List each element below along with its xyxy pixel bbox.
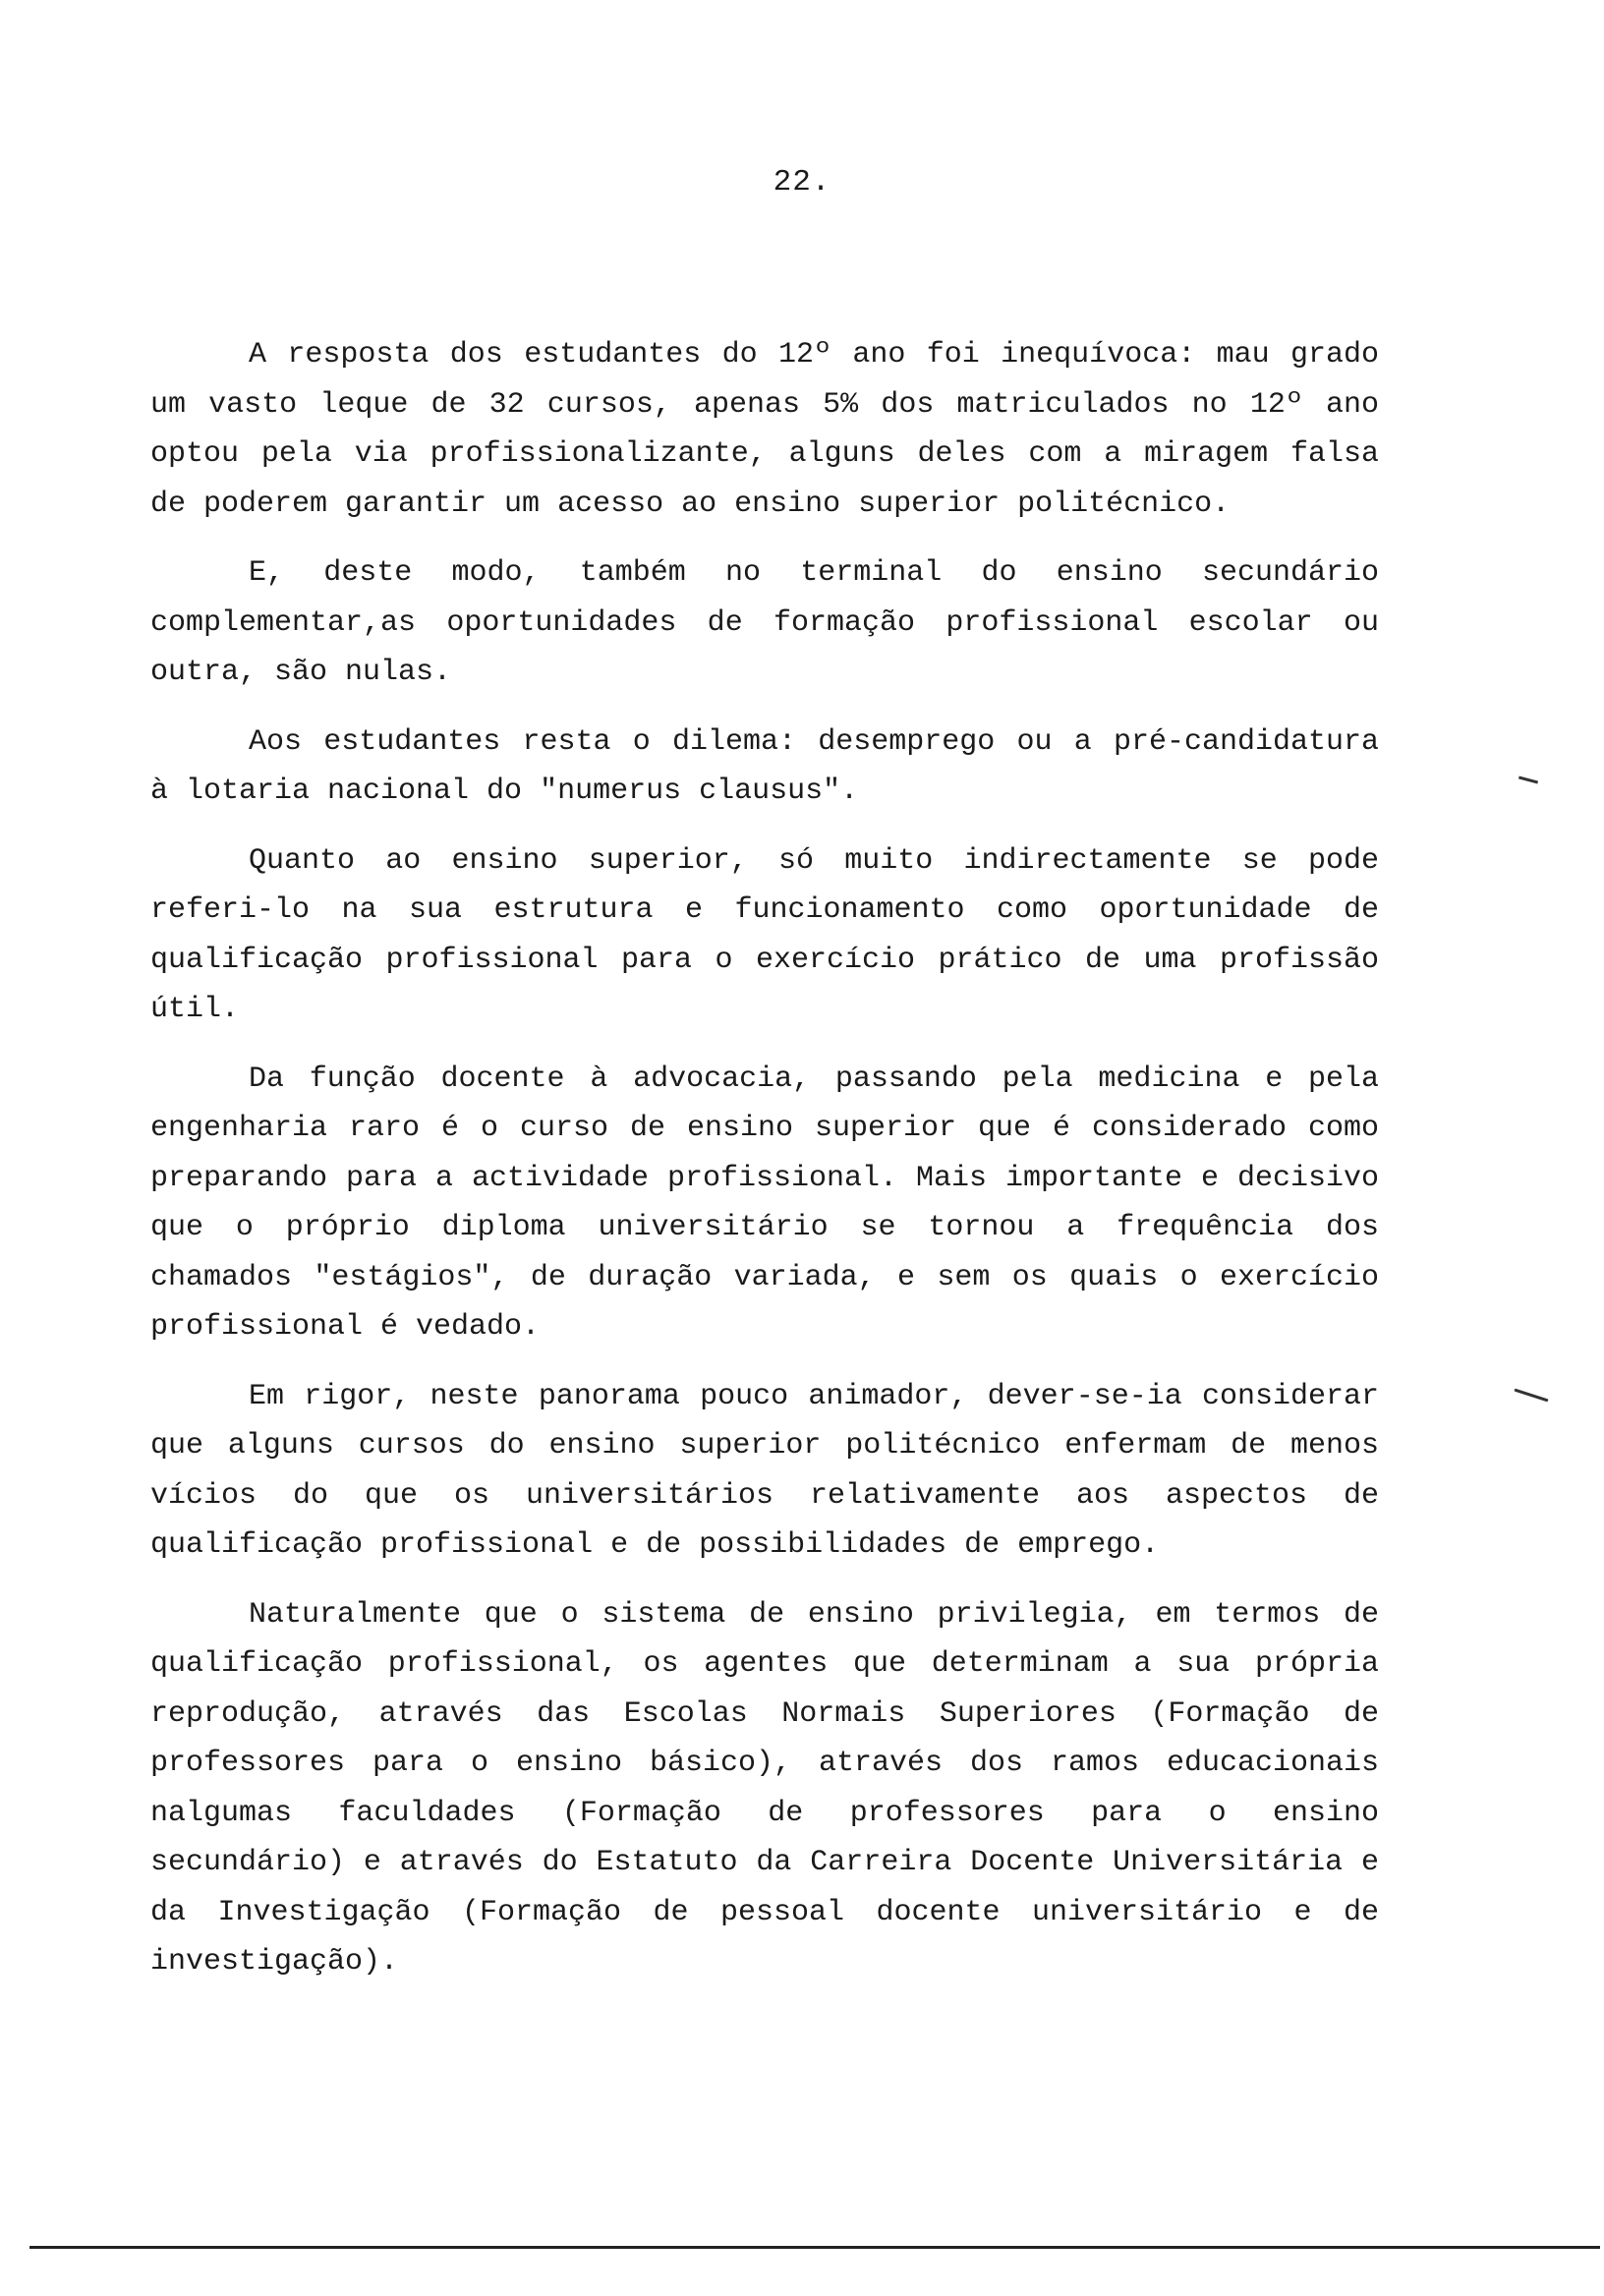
paragraph-7: Naturalmente que o sistema de ensino privilegia, em termos de qualificação profissional, os agentes que determinam a sua própria reprodução, através das Escolas Normais Superiores (Formação de professores para o ensino básico), através dos ramos educacionais nalgumas faculdades (Formação de professores para o ensino secundário) e através do Estatuto da Carreira Docente Universitária e da Investigação (Formação de pessoal docente universitário e de investigação). [150, 1597, 1379, 1979]
scan-artifact [1514, 1389, 1548, 1403]
body-text [150, 330, 1379, 2007]
paragraph-6: Em rigor, neste panorama pouco animador, dever-se-ia considerar que alguns cursos do ensino superior politécnico enfermam de menos vícios do que os universitários relativamente aos aspectos de qualificação profissional e de possibilidades de emprego. [150, 1379, 1379, 1562]
paragraph-3: Aos estudantes resta o dilema: desemprego ou a pré-candidatura à lotaria nacional do "numerus clausus". [150, 724, 1379, 808]
paragraph-5: Da função docente à advocacia, passando pela medicina e pela engenharia raro é o curso de ensino superior que é considerado como preparando para a actividade profissional. Mais importante e decisivo que o próprio diploma universitário se tornou a frequência dos chamados "estágios", de duração variada, e sem os quais o exercício profissional é vedado. [150, 1062, 1379, 1344]
page-number: 22. [773, 165, 831, 200]
paragraph-2: E, deste modo, também no terminal do ensino secundário complementar,as oportunidades de formação profissional escolar ou outra, são nulas. [150, 556, 1379, 689]
bottom-rule [29, 2246, 1600, 2249]
scan-artifact [1518, 775, 1538, 783]
paragraph-4: Quanto ao ensino superior, só muito indirectamente se pode referi-lo na sua estrutura e funcionamento como oportunidade de qualificação profissional para o exercício prático de uma profissão útil. [150, 843, 1379, 1026]
paragraph-1: A resposta dos estudantes do 12º ano foi inequívoca: mau grado um vasto leque de 32 cursos, apenas 5% dos matriculados no 12º ano optou pela via profissionalizante, alguns deles com a miragem falsa de poderem garantir um acesso ao ensino superior politécnico. [150, 338, 1379, 521]
